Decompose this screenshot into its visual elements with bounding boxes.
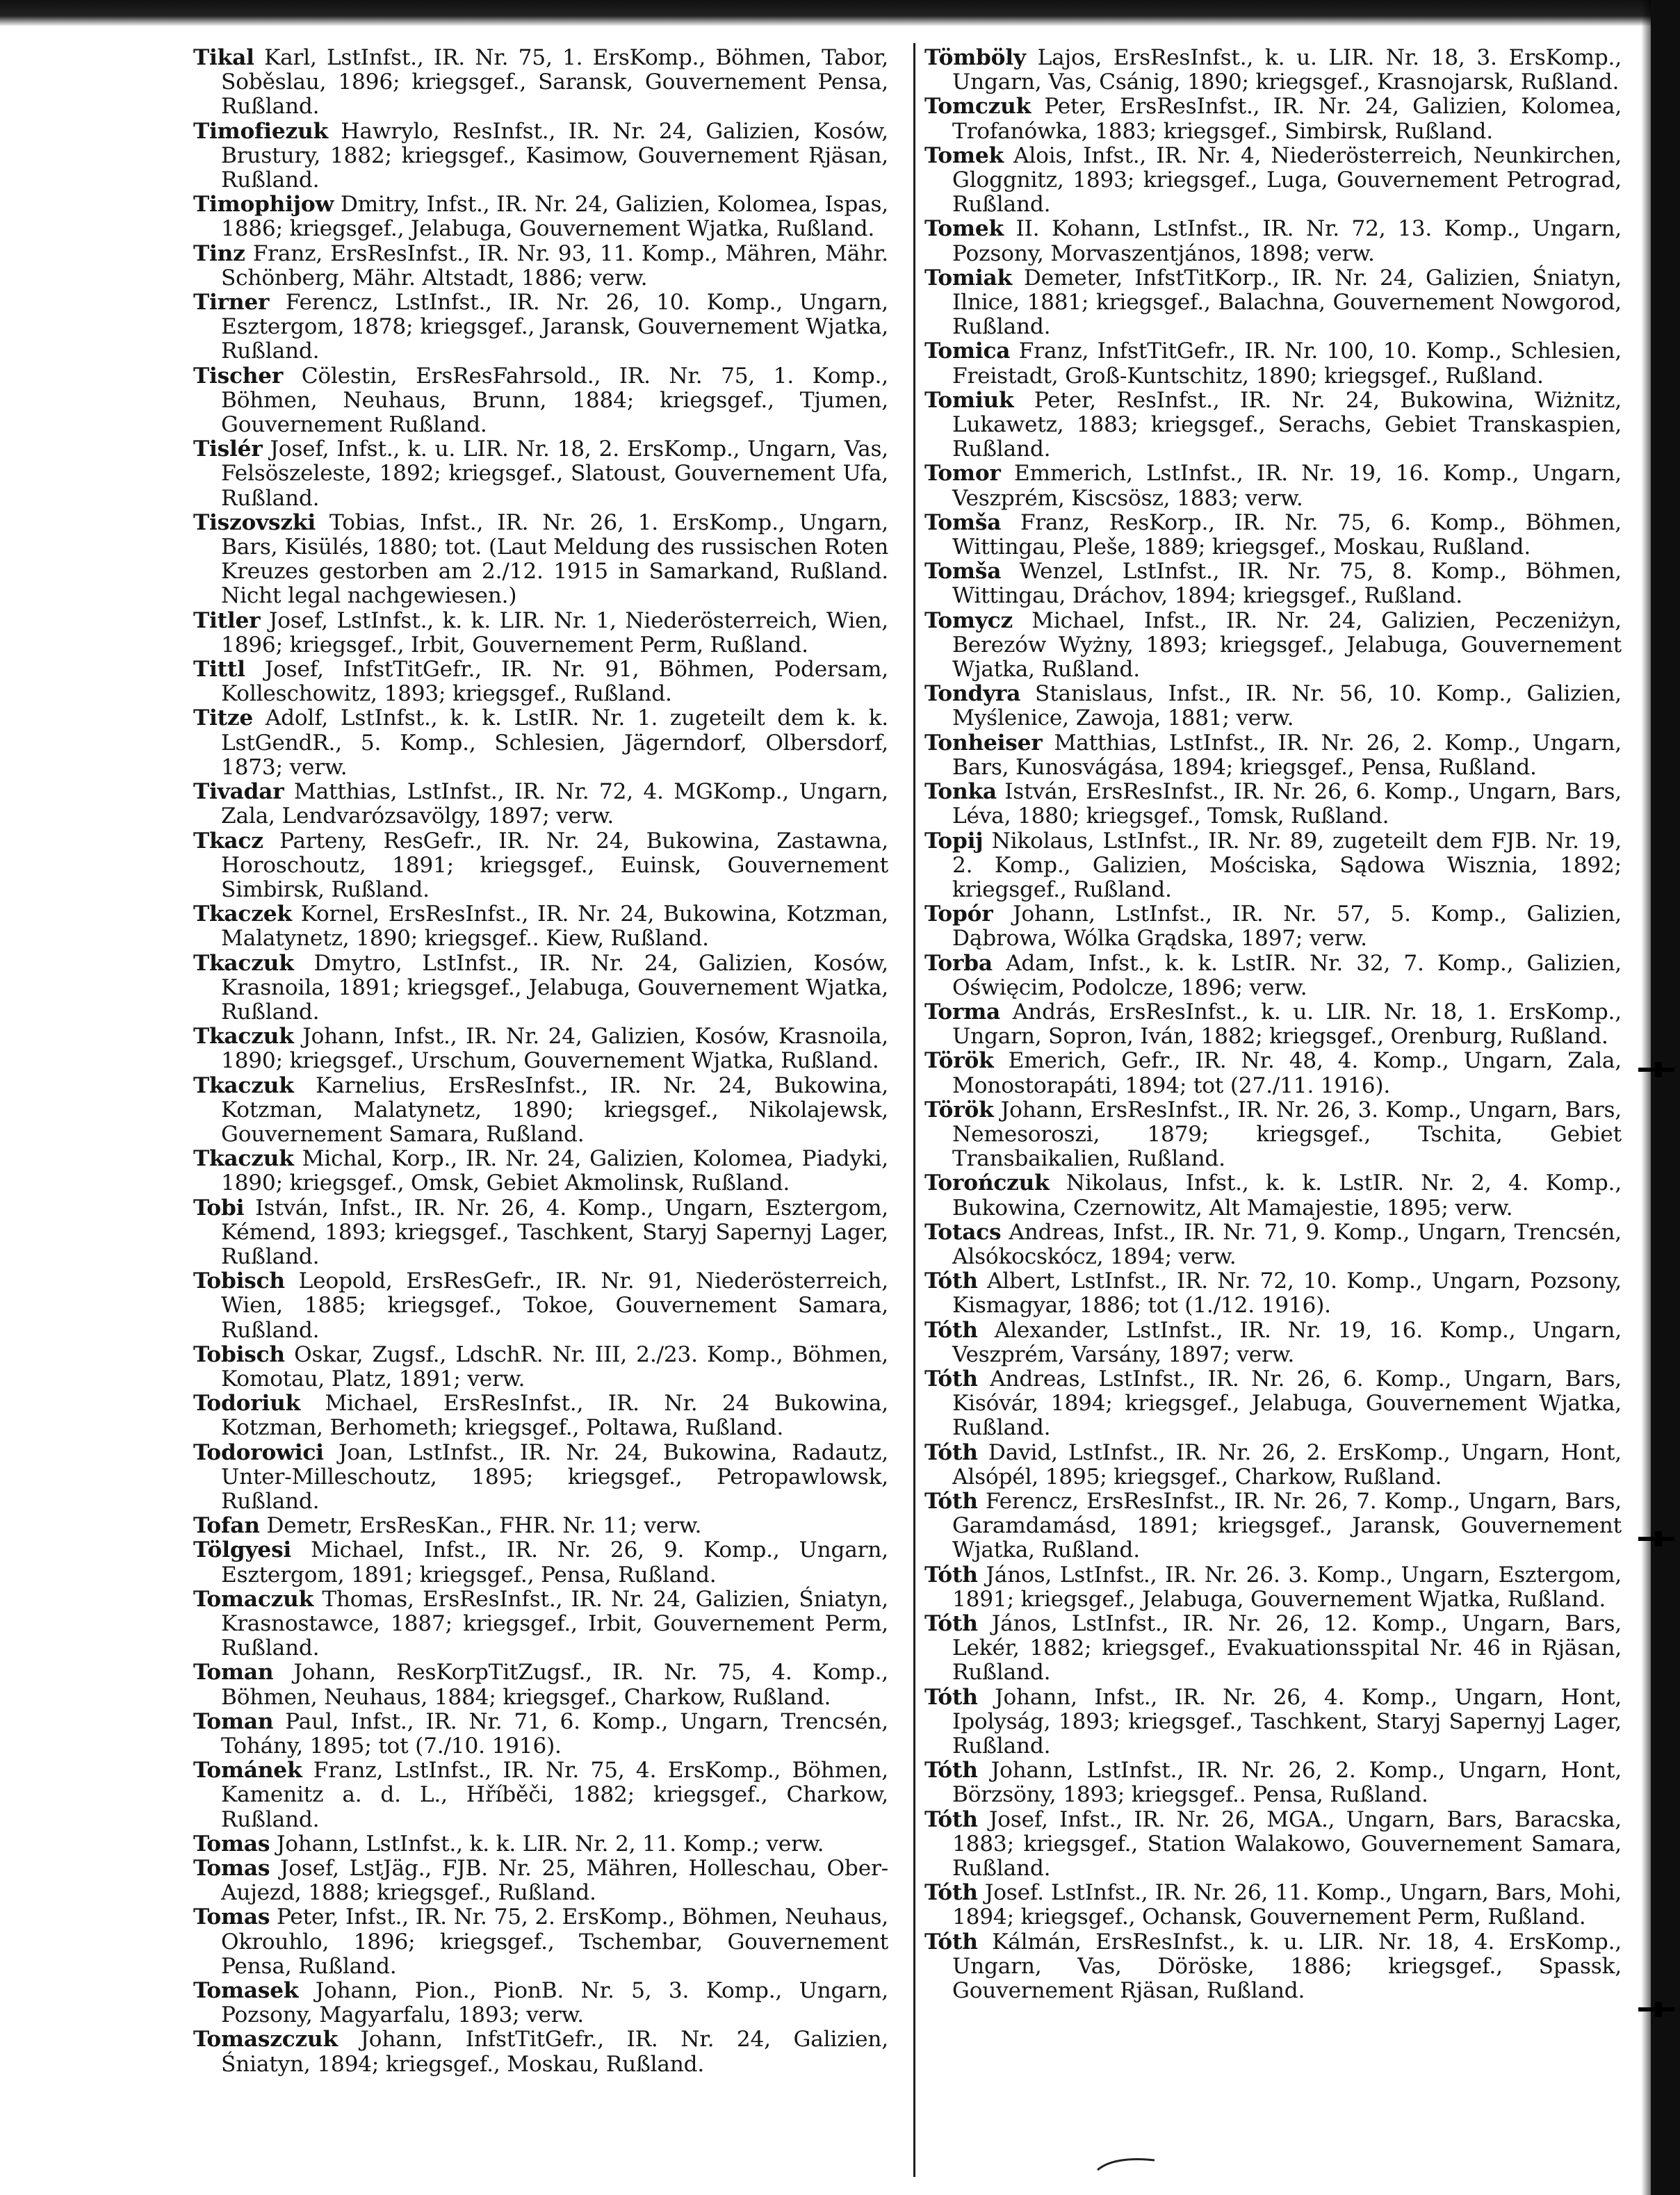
entry-details: Parteny, ResGefr., IR. Nr. 24, Bukowina, Zastawna, Horoschoutz, 1891; kriegsgef., Euinsk, Gouvernement Simbirsk, Rußland. <box>221 828 888 902</box>
list-entry <box>193 364 888 438</box>
entry-surname: Tivadar <box>193 779 284 805</box>
entry-details: János, LstInfst., IR. Nr. 26. 3. Komp., Ungarn, Esztergom, 1891; kriegsgef., Jelabuga, Gouvernement Wjatka, Rußland. <box>952 1562 1622 1612</box>
list-entry <box>193 1074 888 1148</box>
entry-details: Kornel, ErsResInfst., IR. Nr. 24, Bukowina, Kotzman, Malatynetz, 1890; kriegsgef.. Kiew, Rußland. <box>221 901 888 952</box>
left-column <box>193 46 888 2077</box>
list-entry <box>193 706 888 780</box>
list-entry <box>924 1098 1622 1172</box>
entry-surname: Topór <box>924 901 993 927</box>
list-entry <box>193 1025 888 1073</box>
entry-details: Kálmán, ErsResInfst., k. u. LIR. Nr. 18, 4. ErsKomp., Ungarn, Vas, Döröske, 1886; kriegsgef., Spassk, Gouvernement Rjäsan, Rußland. <box>952 1929 1622 2004</box>
list-entry <box>924 731 1622 780</box>
list-entry <box>924 829 1622 903</box>
entry-details: Michael, Infst., IR. Nr. 24, Galizien, Peczeniżyn, Berezów Wyżny, 1893; kriegsgef., Jelabuga, Gouvernement Wjatka, Rußland. <box>952 607 1622 683</box>
entry-surname: Tománek <box>193 1758 302 1784</box>
entry-surname: Toman <box>193 1660 274 1686</box>
list-entry <box>924 266 1622 340</box>
list-entry <box>924 1686 1622 1759</box>
entry-details: István, ErsResInfst., IR. Nr. 26, 6. Komp., Ungarn, Bars, Léva, 1880; kriegsgef., Tomsk, Rußland. <box>952 779 1622 829</box>
entry-details: Emmerich, LstInfst., IR. Nr. 19, 16. Komp., Ungarn, Veszprém, Kiscsösz, 1883; verw. <box>952 461 1622 511</box>
entry-details: Tobias, Infst., IR. Nr. 26, 1. ErsKomp., Ungarn, Bars, Kisülés, 1880; tot. (Laut Meldung des russischen Roten Kreuzes gestorben am 2./12. 1915 in Samarkand, Rußland. Nicht legal nachgewiesen.) <box>221 509 888 609</box>
entry-details: Alexander, LstInfst., IR. Nr. 19, 16. Komp., Ungarn, Veszprém, Varsány, 1897; verw. <box>952 1317 1622 1367</box>
list-entry <box>193 193 888 241</box>
entry-details: Johann, LstInfst., k. k. LIR. Nr. 2, 11. Komp.; verw. <box>270 1831 824 1857</box>
list-entry <box>924 1221 1622 1269</box>
list-entry <box>924 95 1622 143</box>
entry-surname: Tomiak <box>924 265 1012 291</box>
list-entry <box>193 658 888 706</box>
entry-details: Adam, Infst., k. k. LstIR. Nr. 32, 7. Komp., Galizien, Oświęcim, Podolcze, 1896; verw. <box>952 950 1622 1000</box>
list-entry <box>924 1367 1622 1441</box>
list-entry <box>924 1881 1622 1929</box>
entry-surname: Titze <box>193 705 254 731</box>
entry-surname: Tkacz <box>193 828 263 854</box>
entry-details: Matthias, LstInfst., IR. Nr. 72, 4. MGKomp., Ungarn, Zala, Lendvarózsavölgy, 1897; verw. <box>221 779 888 829</box>
entry-details: Thomas, ErsResInfst., IR. Nr. 24, Galizien, Śniatyn, Krasnostawce, 1887; kriegsgef., Irbit, Gouvernement Perm, Rußland. <box>221 1586 888 1661</box>
entry-surname: Tinz <box>193 240 245 266</box>
entry-surname: Timophijow <box>193 192 334 218</box>
entry-details: Johann, Infst., IR. Nr. 24, Galizien, Kosów, Krasnoila, 1890; kriegsgef., Urschum, Gouvernement Wjatka, Rußland. <box>221 1024 888 1074</box>
entry-surname: Tiszovszki <box>193 509 316 535</box>
list-entry <box>924 1612 1622 1686</box>
entry-surname: Tóth <box>924 1806 978 1832</box>
entry-details: Demeter, InfstTitKorp., IR. Nr. 24, Galizien, Śniatyn, Ilnice, 1881; kriegsgef., Balachna, Gouvernement Nowgorod, Rußland. <box>952 265 1622 340</box>
list-entry <box>193 1759 888 1832</box>
entry-surname: Tomczuk <box>924 94 1031 120</box>
entry-details: Peter, ResInfst., IR. Nr. 24, Bukowina, Wiżnitz, Lukawetz, 1883; kriegsgef., Serachs, Gebiet Transkaspien, Rußland. <box>952 387 1622 462</box>
entry-surname: Tomiuk <box>924 387 1014 413</box>
entry-details: Wenzel, LstInfst., IR. Nr. 75, 8. Komp., Böhmen, Wittingau, Dráchov, 1894; kriegsgef., Rußland. <box>952 559 1622 609</box>
list-entry <box>924 1000 1622 1049</box>
list-entry <box>924 1930 1622 2004</box>
entry-surname: Tomša <box>924 509 1002 535</box>
entry-surname: Torończuk <box>924 1170 1050 1196</box>
list-entry <box>193 1147 888 1196</box>
entry-details: Johann, LstInfst., IR. Nr. 57, 5. Komp., Galizien, Dąbrowa, Wólka Grądska, 1897; verw. <box>952 901 1622 952</box>
entry-surname: Tomor <box>924 461 1001 487</box>
entry-details: Demetr, ErsResKan., FHR. Nr. 11; verw. <box>259 1513 702 1539</box>
entry-surname: Tóth <box>924 1684 978 1710</box>
entry-details: Michal, Korp., IR. Nr. 24, Galizien, Kolomea, Piadyki, 1890; kriegsgef., Omsk, Gebiet Akmolinsk, Rußland. <box>221 1146 888 1196</box>
list-entry <box>193 1196 888 1270</box>
list-entry <box>924 1171 1622 1220</box>
entry-surname: Tomica <box>924 338 1011 364</box>
list-entry <box>193 1905 888 1979</box>
entry-surname: Tóth <box>924 1268 978 1294</box>
entry-surname: Tomas <box>193 1856 270 1882</box>
entry-surname: Tölgyesi <box>193 1537 292 1563</box>
entry-surname: Török <box>924 1048 994 1074</box>
entry-surname: Tkaczek <box>193 901 292 927</box>
entry-surname: Titler <box>193 607 261 633</box>
entry-surname: Tóth <box>924 1562 978 1588</box>
entry-surname: Tóth <box>924 1366 978 1392</box>
entry-details: Ferencz, LstInfst., IR. Nr. 26, 10. Komp., Ungarn, Esztergom, 1878; kriegsgef., Jaransk, Gouvernement Wjatka, Rußland. <box>221 290 888 364</box>
entry-details: Ferencz, ErsResInfst., IR. Nr. 26, 7. Komp., Ungarn, Bars, Garamdamásd, 1891; kriegsgef., Jaransk, Gouvernement Wjatka, Rußland. <box>952 1488 1622 1563</box>
list-entry <box>193 1857 888 1905</box>
entry-details: Nikolaus, Infst., k. k. LstIR. Nr. 2, 4. Komp., Bukowina, Czernowitz, Alt Mamajestie, 1895; verw. <box>952 1170 1622 1221</box>
list-entry <box>193 609 888 658</box>
entry-details: Lajos, ErsResInfst., k. u. LIR. Nr. 18, 3. ErsKomp., Ungarn, Vas, Csánig, 1890; kriegsgef., Krasnojarsk, Rußland. <box>952 45 1622 95</box>
entry-surname: Timofiezuk <box>193 118 328 144</box>
list-entry <box>924 217 1622 266</box>
entry-details: Leopold, ErsResGefr., IR. Nr. 91, Niederösterreich, Wien, 1885; kriegsgef., Tokoe, Gouvernement Samara, Rußland. <box>221 1268 888 1343</box>
entry-details: Joan, LstInfst., IR. Nr. 24, Bukowina, Radautz, Unter-Milleschoutz, 1895; kriegsgef., Petropawlowsk, Rußland. <box>221 1439 888 1514</box>
entry-details: Andreas, Infst., IR. Nr. 71, 9. Komp., Ungarn, Trencsén, Alsókocskócz, 1894; verw. <box>952 1219 1622 1269</box>
entry-surname: Tischer <box>193 363 284 389</box>
entry-surname: Tomek <box>924 216 1004 242</box>
column-divider <box>913 43 915 2177</box>
entry-details: Cölestin, ErsResFahrsold., IR. Nr. 75, 1. Komp., Böhmen, Neuhaus, Brunn, 1884; kriegsgef., Tjumen, Gouvernement Rußland. <box>221 363 888 438</box>
list-entry <box>193 1392 888 1440</box>
entry-details: Johann, InfstTitGefr., IR. Nr. 24, Galizien, Śniatyn, 1894; kriegsgef., Moskau, Rußland. <box>221 2027 888 2077</box>
entry-surname: Torma <box>924 999 1001 1025</box>
entry-details: Matthias, LstInfst., IR. Nr. 26, 2. Komp., Ungarn, Bars, Kunosvágása, 1894; kriegsgef., Pensa, Rußland. <box>952 730 1622 780</box>
right-column <box>924 46 1622 2003</box>
list-entry <box>193 1343 888 1392</box>
entry-surname: Totacs <box>924 1219 1002 1245</box>
list-entry <box>924 609 1622 683</box>
entry-details: Franz, LstInfst., IR. Nr. 75, 4. ErsKomp., Böhmen, Kamenitz a. d. L., Hříběči, 1882; kriegsgef., Charkow, Rußland. <box>221 1758 888 1832</box>
scan-right-shadow <box>1641 0 1651 2195</box>
list-entry <box>924 1319 1622 1367</box>
list-entry <box>924 1563 1622 1612</box>
binding-clip-mark <box>1638 1062 1674 1077</box>
entry-surname: Tondyra <box>924 681 1021 707</box>
entry-surname: Tofan <box>193 1513 260 1539</box>
entry-details: David, LstInfst., IR. Nr. 26, 2. ErsKomp., Ungarn, Hont, Alsópél, 1895; kriegsgef., Charkow, Rußland. <box>952 1439 1622 1490</box>
entry-details: Karnelius, ErsResInfst., IR. Nr. 24, Bukowina, Kotzman, Malatynetz, 1890; kriegsgef., Nikolajewsk, Gouvernement Samara, Rußland. <box>221 1072 888 1147</box>
list-entry <box>924 1759 1622 1807</box>
list-entry <box>924 144 1622 218</box>
entry-surname: Topij <box>924 828 984 854</box>
list-entry <box>924 46 1622 95</box>
list-entry <box>193 829 888 903</box>
list-entry <box>924 511 1622 560</box>
list-entry <box>924 780 1622 829</box>
list-entry <box>924 462 1622 510</box>
list-entry <box>924 1441 1622 1490</box>
entry-surname: Tonheiser <box>924 730 1043 756</box>
entry-details: István, Infst., IR. Nr. 26, 4. Komp., Ungarn, Esztergom, Kémend, 1893; kriegsgef., Taschkent, Staryj Sapernyj Lager, Rußland. <box>221 1195 888 1269</box>
entry-details: András, ErsResInfst., k. u. LIR. Nr. 18, 1. ErsKomp., Ungarn, Sopron, Iván, 1882; kriegsgef., Orenburg, Rußland. <box>952 999 1622 1050</box>
entry-details: Johann, ResKorpTitZugsf., IR. Nr. 75, 4. Komp., Böhmen, Neuhaus, 1884; kriegsgef., Charkow, Rußland. <box>221 1660 888 1710</box>
list-entry <box>193 291 888 364</box>
entry-surname: Tóth <box>924 1758 978 1784</box>
list-entry <box>193 1588 888 1661</box>
entry-details: Oskar, Zugsf., LdschR. Nr. III, 2./23. Komp., Böhmen, Komotau, Platz, 1891; verw. <box>221 1341 888 1392</box>
entry-details: Peter, ErsResInfst., IR. Nr. 24, Galizien, Kolomea, Trofanówka, 1883; kriegsgef., Simbirsk, Rußland. <box>952 94 1622 144</box>
list-entry <box>193 1979 888 2027</box>
entry-surname: Todorowici <box>193 1439 324 1465</box>
entry-surname: Tóth <box>924 1439 978 1465</box>
entry-surname: Tobisch <box>193 1341 285 1367</box>
list-entry <box>193 1269 888 1343</box>
entry-details: Andreas, LstInfst., IR. Nr. 26, 6. Komp., Ungarn, Bars, Kisóvár, 1894; kriegsgef., Jelabuga, Gouvernement Wjatka, Rußland. <box>952 1366 1622 1441</box>
entry-details: Peter, Infst., IR. Nr. 75, 2. ErsKomp., Böhmen, Neuhaus, Okrouhlo, 1896; kriegsgef., Tschembar, Gouvernement Pensa, Rußland. <box>221 1904 888 1979</box>
entry-surname: Tóth <box>924 1488 978 1514</box>
binding-clip-mark <box>1638 2002 1674 2017</box>
list-entry <box>193 242 888 291</box>
list-entry <box>193 437 888 511</box>
entry-surname: Torba <box>924 950 993 976</box>
list-entry <box>193 1514 888 1538</box>
entry-details: Josef, LstJäg., FJB. Nr. 25, Mähren, Holleschau, Ober-Aujezd, 1888; kriegsgef., Rußland. <box>221 1856 888 1906</box>
entry-details: Johann, ErsResInfst., IR. Nr. 26, 3. Komp., Ungarn, Bars, Nemesoroszi, 1879; kriegsgef., Tschita, Gebiet Transbaikalien, Rußland. <box>952 1097 1622 1172</box>
entry-details: Franz, ResKorp., IR. Nr. 75, 6. Komp., Böhmen, Wittingau, Pleše, 1889; kriegsgef., Moskau, Rußland. <box>952 509 1622 560</box>
list-entry <box>193 1710 888 1759</box>
entry-details: Josef, Infst., k. u. LIR. Nr. 18, 2. ErsKomp., Ungarn, Vas, Felsöszeleste, 1892; kriegsgef., Slatoust, Gouvernement Ufa, Rußland. <box>221 436 888 511</box>
entry-surname: Tirner <box>193 290 270 316</box>
entry-surname: Tóth <box>924 1611 978 1636</box>
list-entry <box>924 339 1622 388</box>
list-entry <box>193 2027 888 2076</box>
entry-surname: Tittl <box>193 657 245 683</box>
entry-details: Josef. LstInfst., IR. Nr. 26, 11. Komp., Ungarn, Bars, Mohi, 1894; kriegsgef., Ochansk, Gouvernement Perm, Rußland. <box>952 1880 1622 1930</box>
entry-details: Johann, LstInfst., IR. Nr. 26, 2. Komp., Ungarn, Hont, Börzsöny, 1893; kriegsgef.. Pensa, Rußland. <box>952 1758 1622 1808</box>
list-entry <box>924 1049 1622 1098</box>
entry-details: Stanislaus, Infst., IR. Nr. 56, 10. Komp., Galizien, Myślenice, Zawoja, 1881; verw. <box>952 681 1622 731</box>
entry-surname: Todoriuk <box>193 1391 301 1417</box>
list-entry <box>193 780 888 829</box>
entry-details: II. Kohann, LstInfst., IR. Nr. 72, 13. Komp., Ungarn, Pozsony, Morvaszentjános, 1898; verw. <box>952 216 1622 266</box>
list-entry <box>193 1660 888 1709</box>
entry-surname: Tömböly <box>924 45 1026 70</box>
entry-details: Josef, Infst., IR. Nr. 26, MGA., Ungarn, Bars, Baracska, 1883; kriegsgef., Station Walakowo, Gouvernement Samara, Rußland. <box>952 1806 1622 1882</box>
list-entry <box>193 46 888 120</box>
entry-surname: Tkaczuk <box>193 950 294 976</box>
entry-details: Dmitry, Infst., IR. Nr. 24, Galizien, Kolomea, Ispas, 1886; kriegsgef., Jelabuga, Gouvernement Wjatka, Rußland. <box>221 192 888 242</box>
entry-details: Franz, ErsResInfst., IR. Nr. 93, 11. Komp., Mähren, Mähr. Schönberg, Mähr. Altstadt, 1886; verw. <box>221 240 888 291</box>
list-entry <box>924 1808 1622 1882</box>
pen-stroke-mark <box>1095 2156 1157 2173</box>
entry-details: Michael, Infst., IR. Nr. 26, 9. Komp., Ungarn, Esztergom, 1891; kriegsgef., Pensa, Rußland. <box>221 1537 888 1588</box>
scan-top-edge <box>0 0 1680 26</box>
list-entry <box>924 902 1622 951</box>
entry-details: Karl, LstInfst., IR. Nr. 75, 1. ErsKomp., Böhmen, Tabor, Soběslau, 1896; kriegsgef., Saransk, Gouvernement Pensa, Rußland. <box>221 45 888 120</box>
list-entry <box>924 682 1622 731</box>
entry-surname: Tislér <box>193 436 263 462</box>
list-entry <box>193 1538 888 1587</box>
entry-surname: Tóth <box>924 1880 978 1906</box>
entry-surname: Tomaszczuk <box>193 2027 338 2053</box>
entry-details: János, LstInfst., IR. Nr. 26, 12. Komp., Ungarn, Bars, Lekér, 1882; kriegsgef., Evakuationsspital Nr. 46 in Rjäsan, Rußland. <box>952 1611 1622 1686</box>
entry-surname: Tomasek <box>193 1978 299 2004</box>
entry-surname: Tomycz <box>924 607 1013 633</box>
list-entry <box>193 120 888 193</box>
entry-details: Michael, ErsResInfst., IR. Nr. 24 Bukowina, Kotzman, Berhometh; kriegsgef., Poltawa, Rußland. <box>221 1391 888 1441</box>
list-entry <box>924 1269 1622 1318</box>
entry-surname: Tomas <box>193 1904 270 1930</box>
list-entry <box>924 389 1622 462</box>
entry-details: Albert, LstInfst., IR. Nr. 72, 10. Komp., Ungarn, Pozsony, Kismagyar, 1886; tot (1./12. 1916). <box>952 1268 1622 1319</box>
list-entry <box>193 902 888 951</box>
entry-details: Josef, InfstTitGefr., IR. Nr. 91, Böhmen, Podersam, Kolleschowitz, 1893; kriegsgef., Rußland. <box>221 657 888 707</box>
entry-details: Johann, Pion., PionB. Nr. 5, 3. Komp., Ungarn, Pozsony, Magyarfalu, 1893; verw. <box>221 1978 888 2028</box>
list-entry <box>924 952 1622 1000</box>
entry-details: Nikolaus, LstInfst., IR. Nr. 89, zugeteilt dem FJB. Nr. 19, 2. Komp., Galizien, Mościska, Sądowa Wisznia, 1892; kriegsgef., Rußland. <box>952 828 1622 902</box>
binding-clip-mark <box>1638 1531 1674 1547</box>
list-entry <box>193 1441 888 1515</box>
entry-details: Josef, LstInfst., k. k. LIR. Nr. 1, Niederösterreich, Wien, 1896; kriegsgef., Irbit, Gouvernement Perm, Rußland. <box>221 607 888 658</box>
entry-surname: Tomas <box>193 1831 270 1857</box>
entry-surname: Tóth <box>924 1929 978 1955</box>
entry-details: Franz, InfstTitGefr., IR. Nr. 100, 10. Komp., Schlesien, Freistadt, Groß-Kuntschitz, 1890; kriegsgef., Rußland. <box>952 338 1622 389</box>
entry-details: Dmytro, LstInfst., IR. Nr. 24, Galizien, Kosów, Krasnoila, 1891; kriegsgef., Jelabuga, Gouvernement Wjatka, Rußland. <box>221 950 888 1025</box>
entry-details: Hawrylo, ResInfst., IR. Nr. 24, Galizien, Kosów, Brustury, 1882; kriegsgef., Kasimow, Gouvernement Rjäsan, Rußland. <box>221 118 888 193</box>
scan-right-edge <box>1651 0 1680 2195</box>
list-entry <box>193 1832 888 1857</box>
list-entry <box>924 1490 1622 1563</box>
list-entry <box>193 511 888 609</box>
list-entry <box>924 560 1622 608</box>
entry-surname: Tomša <box>924 559 1002 585</box>
entry-surname: Tkaczuk <box>193 1024 294 1050</box>
entry-surname: Tkaczuk <box>193 1072 294 1098</box>
entry-surname: Tobi <box>193 1195 245 1221</box>
entry-details: Emerich, Gefr., IR. Nr. 48, 4. Komp., Ungarn, Zala, Monostorapáti, 1894; tot (27./11. 1916). <box>952 1048 1622 1098</box>
entry-surname: Tonka <box>924 779 997 805</box>
entry-surname: Tobisch <box>193 1268 285 1294</box>
entry-surname: Tomaczuk <box>193 1586 314 1612</box>
entry-surname: Tóth <box>924 1317 978 1343</box>
entry-details: Johann, Infst., IR. Nr. 26, 4. Komp., Ungarn, Hont, Ipolyság, 1893; kriegsgef., Taschkent, Staryj Sapernyj Lager, Rußland. <box>952 1684 1622 1759</box>
entry-details: Alois, Infst., IR. Nr. 4, Niederösterreich, Neunkirchen, Gloggnitz, 1893; kriegsgef., Luga, Gouvernement Petrograd, Rußland. <box>952 142 1622 218</box>
entry-surname: Tomek <box>924 142 1004 168</box>
entry-surname: Toman <box>193 1708 274 1734</box>
entry-details: Adolf, LstInfst., k. k. LstIR. Nr. 1. zugeteilt dem k. k. LstGendR., 5. Komp., Schlesien, Jägerndorf, Olbersdorf, 1873; verw. <box>221 705 888 780</box>
entry-details: Paul, Infst., IR. Nr. 71, 6. Komp., Ungarn, Trencsén, Tohány, 1895; tot (7./10. 1916). <box>221 1708 888 1759</box>
entry-surname: Török <box>924 1097 994 1123</box>
entry-surname: Tkaczuk <box>193 1146 294 1172</box>
entry-surname: Tikal <box>193 45 254 70</box>
list-entry <box>193 952 888 1025</box>
